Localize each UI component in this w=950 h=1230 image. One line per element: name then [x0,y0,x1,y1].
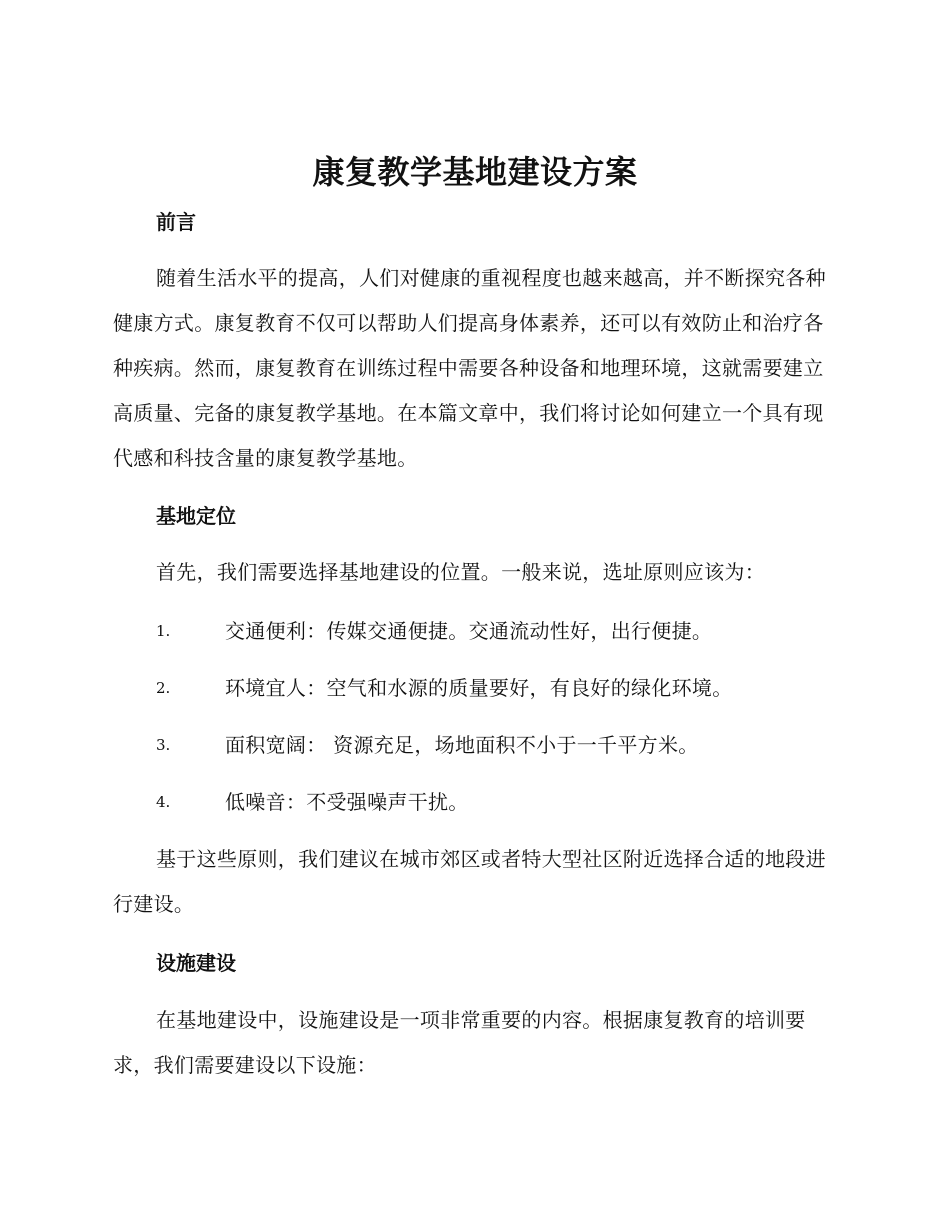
list-item [156,616,846,646]
positioning-conclusion: 基于这些原则，我们建议在城市郊区或者特大型社区附近选择合适的地段进行建设。 [113,847,826,916]
list-item [156,730,846,760]
list-text: 面积宽阔： 资源充足，场地面积不小于一千平方米。 [225,733,699,757]
document-title: 康复教学基地建设方案 [312,153,638,191]
preface-paragraph: 随着生活水平的提高，人们对健康的重视程度也越来越高，并不断探究各种健康方式。康复教育不仅可以帮助人们提高身体素养，还可以有效防止和治疗各种疾病。然而，康复教育在训练过程中需要各种设备和地理环境，这就需要建立高质量、完备的康复教学基地。在本篇文章中，我们将讨论如何建立一个具有现代感和科技含量的康复教学基地。 [113,266,826,470]
list-number: 4. [156,793,171,811]
list-number: 3. [156,736,171,754]
list-item [156,787,846,817]
list-number: 2. [156,679,171,697]
positioning-intro: 首先，我们需要选择基地建设的位置。一般来说，选址原则应该为： [156,560,765,584]
list-text: 交通便利：传媒交通便捷。交通流动性好，出行便捷。 [225,619,713,643]
section-heading-preface: 前言 [156,210,196,234]
facilities-paragraph: 在基地建设中，设施建设是一项非常重要的内容。根据康复教育的培训要求，我们需要建设以下设施： [113,1008,806,1077]
list-text: 环境宜人：空气和水源的质量要好，有良好的绿化环境。 [225,676,733,700]
section-heading-positioning: 基地定位 [156,504,236,528]
list-item [156,673,846,703]
list-number: 1. [156,622,171,640]
section-heading-facilities: 设施建设 [156,951,236,975]
list-text: 低噪音：不受强噪声干扰。 [225,790,469,814]
